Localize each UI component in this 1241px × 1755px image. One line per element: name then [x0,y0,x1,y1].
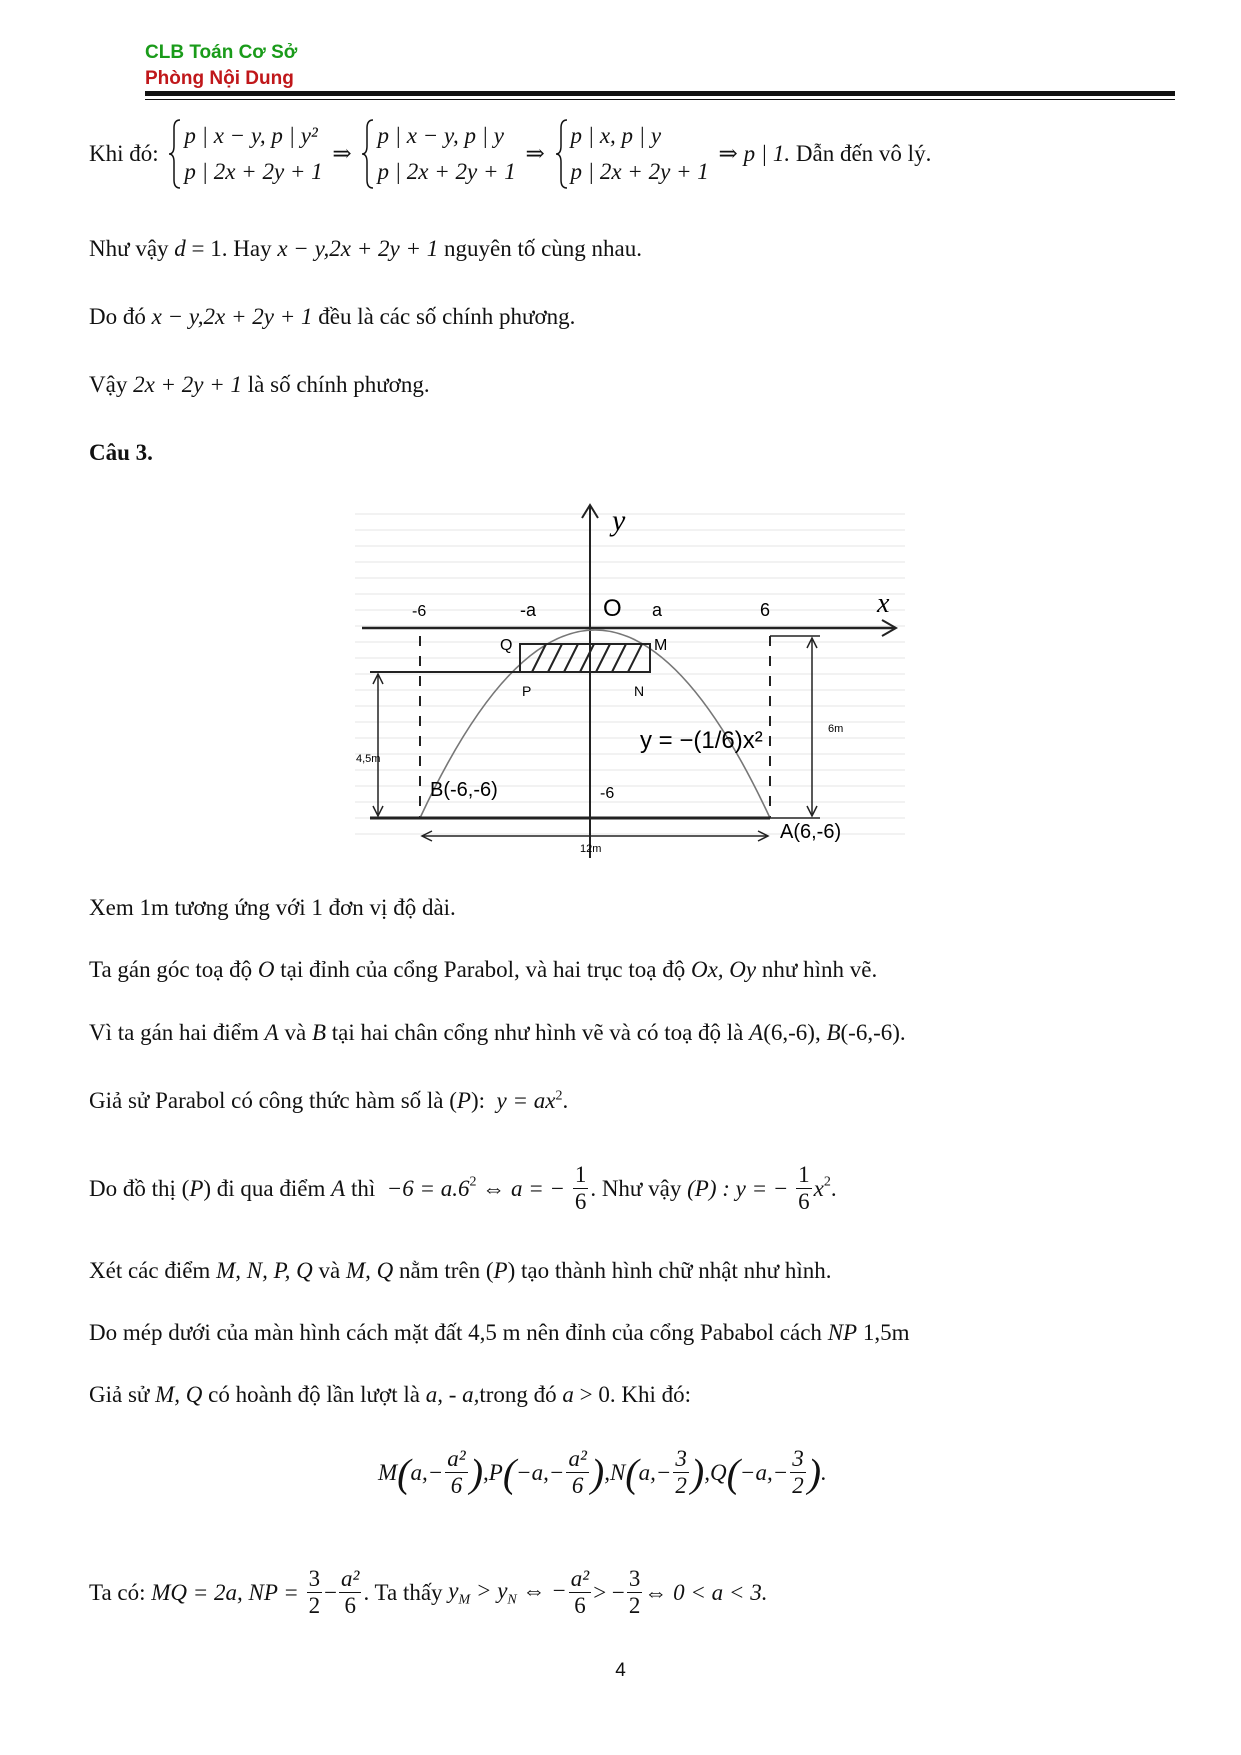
y-axis-label: y [612,504,626,537]
header-rule-thin [145,99,1175,100]
a-label: a [652,600,663,620]
contradiction-text: Dẫn đến vô lý. [795,141,932,166]
question-heading: Câu 3. [89,440,153,465]
line-systems: Khi đó: p | x − y, p | y² p | 2x + 2y + 1 ⇒ p | x − y, p | y p | 2x + 2y + 1 ⇒ p | x, p | y p | 2x + 2y + 1 ⇒ p | 1. Dẫn đến vô lý. [89,118,931,190]
line-conclusion: Vậy 2x + 2y + 1 là số chính phương. [89,372,430,397]
m-label: M [654,637,668,654]
neg-a-label: -a [520,600,537,620]
frac-one-sixth-b: $\frac{1}{6}$ [798,1162,810,1215]
height-45-label: 4,5m [356,753,381,765]
n-label: N [634,683,645,699]
neg-six-low-label: -6 [600,785,615,802]
line-coprime: Như vậy d = 1. Hay x − y,2x + 2y + 1 nguyên tố cùng nhau. [89,236,642,261]
line-coordinates: M(a,− $\frac{\text{a²}}{6}$ ),P(−a,− $\frac{\text{a²}}{6}$ ),N(a,− $\frac{3}{2}$ ),Q(−a,− $\frac{3}{2}$ ). [378,1446,827,1499]
p-label: P [522,683,532,699]
line-points: Vì ta gán hai điểm A và B tại hai chân cổng như hình vẽ và có toạ độ là A(6,-6), B(-6,-6). [89,1020,906,1045]
header-rule [145,91,1175,96]
header-dept: Phòng Nội Dung [145,68,294,89]
q-label: Q [500,637,513,654]
point-a-label: A(6,-6) [780,821,842,843]
line-origin: Ta gán góc toạ độ O tại đỉnh của cổng Parabol, và hai trục toạ độ Ox, Oy như hình vẽ. [89,957,878,982]
line-unit: Xem 1m tương ứng với 1 đơn vị độ dài. [89,895,456,920]
system-b: p | x − y, p | y p | 2x + 2y + 1 [361,118,515,190]
six-label: 6 [760,600,771,620]
intro-text: Khi đó: [89,141,159,166]
equation-label: y = −(1/6)x² [640,727,763,754]
line-find-a: Do đồ thị (P) đi qua điểm A thì $-6 = a.6^2$ ⇔ a = − $\frac{1}{6}$ . Như vậy (P) : y = − $\frac{1}{6}$ $x^2$. [89,1162,837,1215]
point-b-label: B(-6,-6) [430,779,498,801]
page-number: 4 [615,1660,626,1681]
neg-six-label: -6 [412,603,427,620]
line-parabola-form: Giả sử Parabol có công thức hàm số là (P): $y = ax^2$. [89,1088,569,1113]
origin-label: O [603,595,622,622]
x-axis-label: x [877,588,890,619]
system-c: p | x, p | y p | 2x + 2y + 1 [555,118,709,190]
line-rectangle: Xét các điểm M, N, P, Q và M, Q nằm trên (P) tạo thành hình chữ nhật như hình. [89,1258,832,1283]
line-distance: Do mép dưới của màn hình cách mặt đất 4,5 m nên đỉnh của cổng Pababol cách NP 1,5m [89,1320,910,1345]
header-club: CLB Toán Cơ Sở [145,42,298,63]
parabola-figure [350,500,910,860]
line-abscissa: Giả sử M, Q có hoành độ lần lượt là a, - a,trong đó a > 0. Khi đó: [89,1382,692,1407]
width-label: 12m [580,843,602,855]
line-squares: Do đó x − y,2x + 2y + 1 đều là các số chính phương. [89,304,576,329]
frac-one-sixth: $\frac{1}{6}$ [574,1162,587,1215]
conclusion: ⇒ p | 1. [718,141,791,166]
line-lengths: Ta có: MQ = 2a, NP = $\frac{3}{2}$ − $\frac{\text{a²}}{6}$ . Ta thấy $y_M > y_N$ ⇔ − $\frac{\text{a²}}{6}$ > − $\frac{3}{2}$ ⇔ 0 < a < 3. [89,1566,768,1619]
system-a: p | x − y, p | y² p | 2x + 2y + 1 [168,118,322,190]
height-6-label: 6m [828,723,844,735]
